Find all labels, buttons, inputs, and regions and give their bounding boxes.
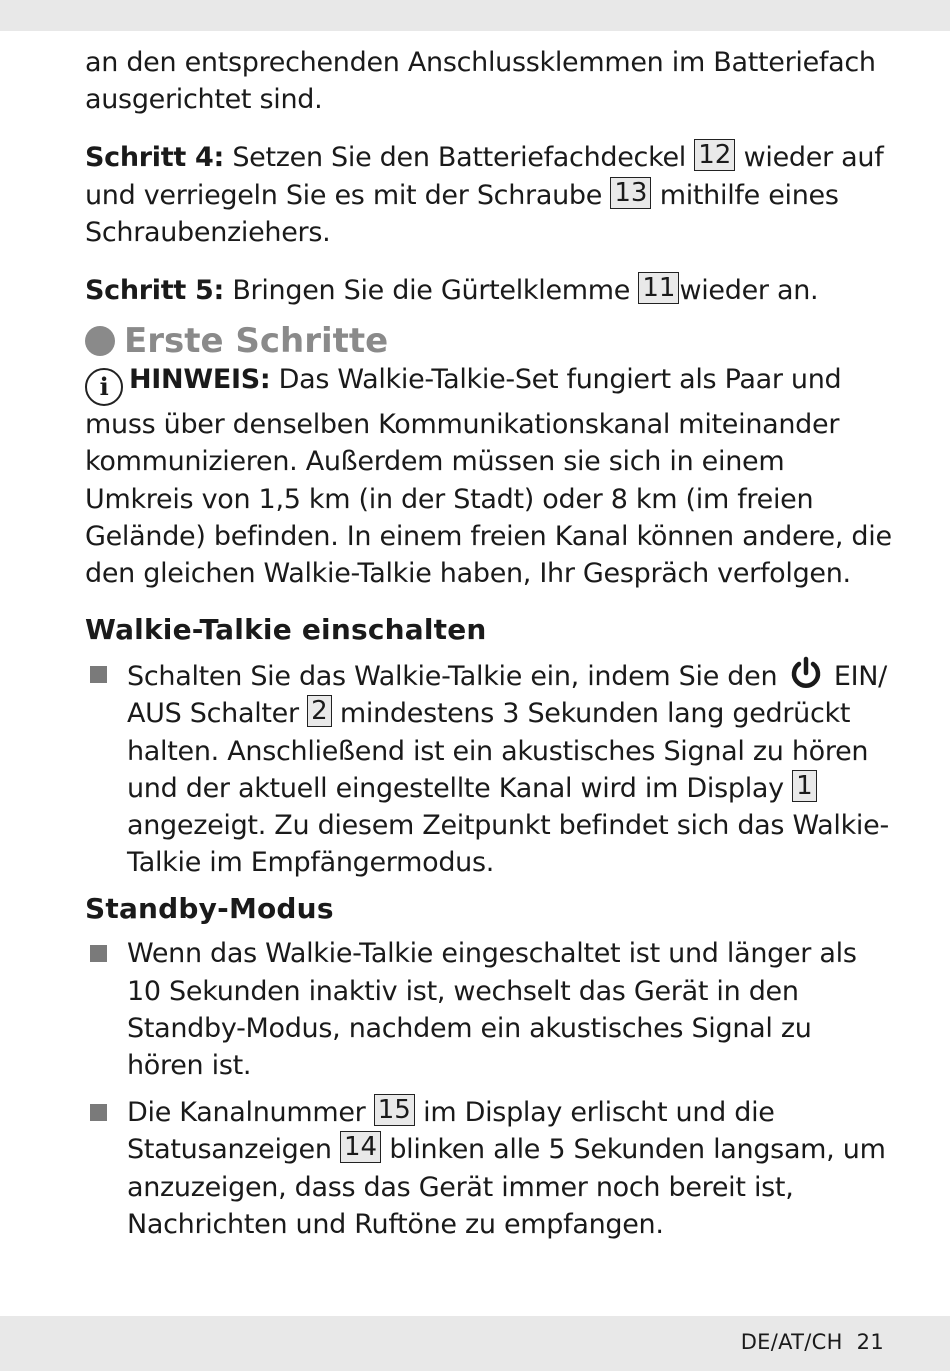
ref-box-1: 1 [792,770,817,802]
section-heading [85,321,895,361]
page-content [85,44,895,1243]
list-item-standby-2 [85,1094,895,1243]
ref-box-13: 13 [610,177,651,209]
info-icon: i [85,368,123,406]
page-footer [741,1330,884,1354]
square-bullet-icon [90,945,107,962]
list-item-power-on [85,656,895,881]
standby-text-2b: im Display erlischt und die Statusanzeigen [127,1097,775,1166]
ref-box-2: 2 [307,695,332,727]
ref-box-11: 11 [638,272,679,304]
top-band [0,0,950,31]
standby-text-2a: Die Kanalnummer [127,1097,374,1129]
step-4-text-c: mithilfe eines Schraubenziehers. [85,179,839,248]
power-on-text-b: EIN/ AUS Schalter [127,661,887,730]
step-5-paragraph [85,272,895,309]
standby-text-2c: blinken alle 5 Sekunden langsam, um anzuzeigen, dass das Gerät immer noch bereit ist, Nachrichten und Ruftöne zu empfangen. [127,1134,886,1240]
power-on-text-c: mindestens 3 Sekunden lang gedrückt halten. Anschließend ist ein akustisches Signal zu hören und der aktuell eingestellte Kanal wird im Display [127,698,869,804]
square-bullet-icon [90,1104,107,1121]
power-icon [789,656,823,690]
step-5-text-b: wieder an. [679,275,819,307]
step-5-text-a: Bringen Sie die Gürtelklemme [224,275,639,307]
footer-locale: DE/AT/CH [740,1330,843,1354]
power-on-text-d: angezeigt. Zu diesem Zeitpunkt befindet sich das Walkie-Talkie im Empfängermodus. [127,810,889,879]
ref-box-15: 15 [374,1094,415,1126]
note-label: HINWEIS: [129,364,271,396]
step-4-paragraph [85,139,895,251]
step-4-label: Schritt 4: [85,142,225,174]
step-4-text-a: Setzen Sie den Batteriefachdeckel [224,142,695,174]
list-item-standby-1 [85,935,895,1084]
square-bullet-icon [90,666,107,683]
note-paragraph [85,361,895,592]
note-text: Das Walkie-Talkie-Set fungiert als Paar und muss über denselben Kommunikationskanal miteinander kommunizieren. Außerdem müssen sie sich in einem Umkreis von 1,5 km (in der Stadt) oder 8 km (im freien Gelände) befinden. In einem freien Kanal können andere, die den gleichen Walkie-Talkie haben, Ihr Gespräch verfolgen. [85,364,892,590]
subheading-power-on: Walkie-Talkie einschalten [85,613,487,647]
step-4-text-b: wieder auf und verriegeln Sie es mit der Schraube [85,142,884,211]
standby-text-1: Wenn das Walkie-Talkie eingeschaltet ist und länger als 10 Sekunden inaktiv ist, wechselt das Gerät in den Standby-Modus, nachdem ein akustisches Signal zu hören ist. [127,938,857,1082]
subheading-standby: Standby-Modus [85,892,334,926]
ref-box-14: 14 [340,1131,381,1163]
heading-bullet-icon [85,326,115,356]
intro-paragraph: an den entsprechenden Anschlussklemmen im Batteriefach ausgerichtet sind. [85,47,876,116]
ref-box-12: 12 [694,139,735,171]
page-number: 21 [856,1330,884,1354]
power-on-text-a: Schalten Sie das Walkie-Talkie ein, indem Sie den [127,661,786,693]
section-title: Erste Schritte [124,321,389,362]
step-5-label: Schritt 5: [85,275,225,307]
